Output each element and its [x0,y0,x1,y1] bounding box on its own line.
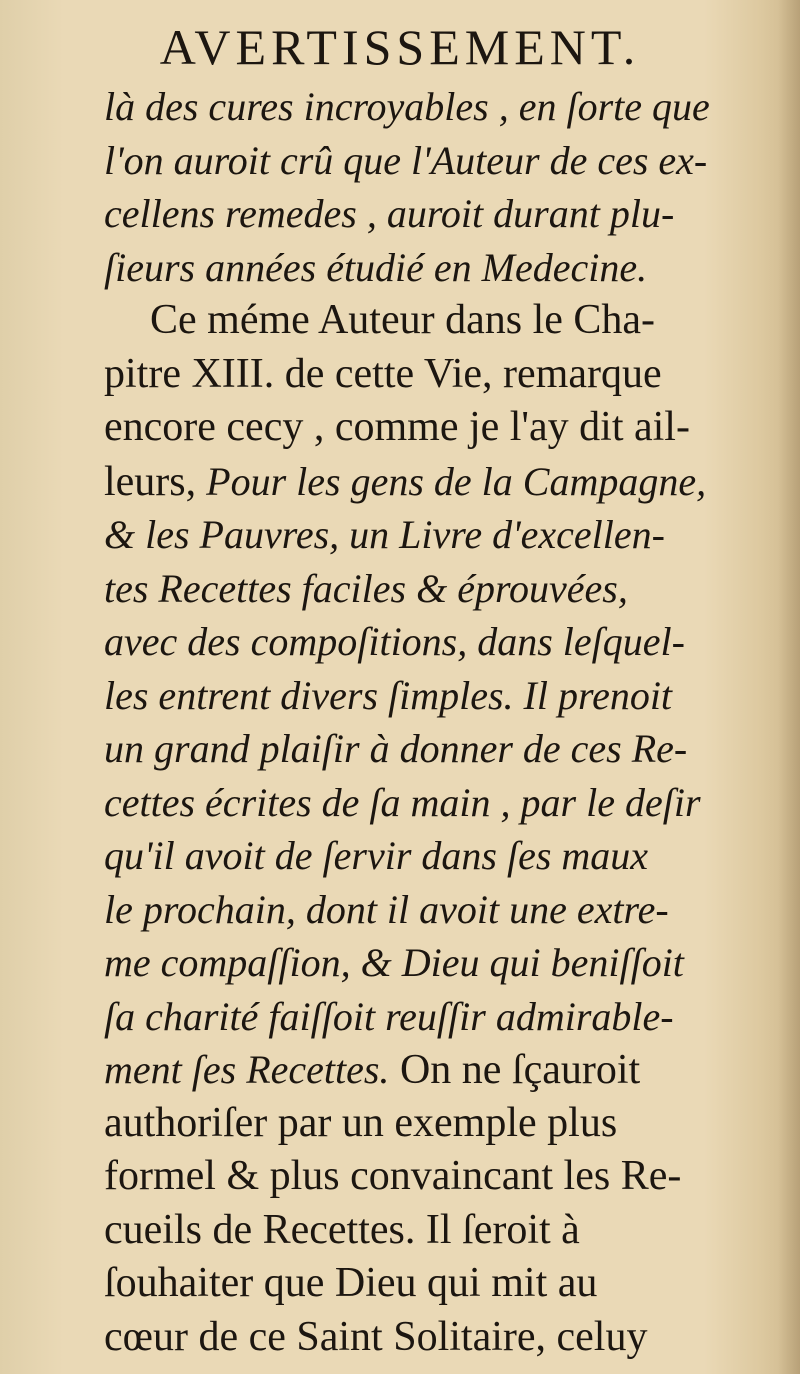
text-line: me compaſſion, & Dieu qui beniſſoit [104,940,684,985]
text-segment: leurs, [104,458,197,505]
text-line: authoriſer par un exemple plus [104,1099,618,1146]
text-line: cettes écrites de ſa main , par le deſir [104,779,701,825]
text-line: cellens remedes , auroit durant plu- [104,191,675,236]
text-line: là des cures incroyables , en ſorte que [104,84,710,129]
text-line: l'on auroit crû que l'Auteur de ces ex- [104,137,708,183]
text-line: Ce méme Auteur dans le Cha- [150,297,656,343]
text-line: qu'il avoit de ſervir dans ſes maux [104,833,649,878]
text-line: pitre XIII. de cette Vie, remarque [104,350,662,397]
text-line: cueils de Recettes. Il ſeroit à [104,1206,580,1253]
text-line: un grand plaiſir à donner de ces Re- [104,726,688,771]
text-line: tes Recettes faciles & éprouvées, [104,565,628,611]
text-line: & les Pauvres, un Livre d'excellen- [104,512,665,557]
text-line: ſouhaiter que Dieu qui mit au [104,1260,598,1306]
text-line: cœur de ce Saint Solitaire, celuy [104,1313,648,1360]
page-edge-shadow [778,0,800,1374]
text-segment: ment ſes Recettes. [104,1047,390,1092]
text-line: ſa charité faiſſoit reuſſir admirable- [104,993,674,1039]
text-line: ſieurs années étudié en Medecine. [104,244,648,290]
text-line: formel & plus convaincant les Re- [104,1153,682,1199]
text-line [104,455,764,509]
text-line: encore cecy , comme je l'ay dit ail- [104,404,690,450]
text-line: les entrent divers ſimples. Il prenoit [104,672,673,718]
text-line: avec des compoſitions, dans leſquel- [104,619,685,664]
text-segment: On ne ſçauroit [389,1047,641,1093]
body-text [104,80,764,1364]
running-head: AVERTISSEMENT. [159,19,641,75]
text-segment: Pour les gens de la Campagne, [196,458,707,504]
text-line: le prochain, dont il avoit une extre- [104,886,669,932]
text-line [104,1043,764,1097]
